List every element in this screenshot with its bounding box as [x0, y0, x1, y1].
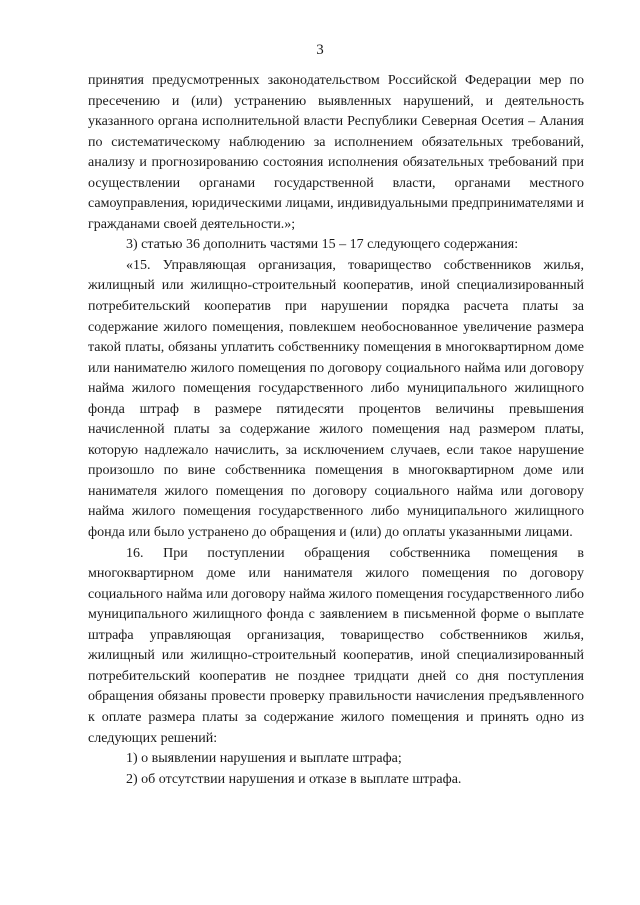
page-number: 3	[316, 42, 324, 58]
list-item-decision-1: 1) о выявлении нарушения и выплате штрафа;	[126, 751, 402, 767]
document-body	[88, 71, 584, 790]
list-item-decision-2: 2) об отсутствии нарушения и отказе в выплате штрафа.	[126, 771, 462, 787]
paragraph-article-36-amendment: 3) статью 36 дополнить частями 15 – 17 следующего содержания:	[126, 237, 519, 253]
paragraph-continuation: принятия предусмотренных законодательством Российской Федерации мер по пресечению и (или) устранению выявленных нарушений, и деятельность указанного органа исполнительной власти Республики Северная Осетия – Алания по систематическому наблюдению за исполнением обязательных требований, анализу и прогнозированию состояния исполнения обязательных требований при осуществлении органами государственной власти, органами местного самоуправления, юридическими лицами, индивидуальными предпринимателями и гражданами своей деятельности.»;	[88, 73, 584, 232]
paragraph-part-15: «15. Управляющая организация, товарищество собственников жилья, жилищный или жилищно-строительный кооператив, иной специализированный потребительский кооператив при нарушении порядка расчета платы за содержание жилого помещения, повлекшем необоснованное увеличение размера такой платы, обязаны уплатить собственнику помещения в многоквартирном доме или нанимателю жилого помещения по договору социального найма или договору найма жилого помещения государственного либо муниципального жилищного фонда штраф в размере пятидесяти процентов величины превышения начисленной платы за содержание жилого помещения над размером платы, которую надлежало начислить, за исключением случаев, если такое нарушение произошло по вине собственника помещения в многоквартирном доме или нанимателя жилого помещения по договору социального найма или договору найма жилого помещения государственного либо муниципального жилищного фонда или было устранено до обращения и (или) до оплаты указанными лицами.	[88, 257, 584, 541]
paragraph-part-16: 16. При поступлении обращения собственника помещения в многоквартирном доме или нанимателя жилого помещения по договору социального найма или договору найма жилого помещения государственного либо муниципального жилищного фонда с заявлением в письменной форме о выплате штрафа управляющая организация, товарищество собственников жилья, жилищный или жилищно-строительный кооператив, иной специализированный потребительский кооператив не позднее тридцати дней со дня поступления обращения обязаны провести проверку правильности начисления предъявленного к оплате размера платы за содержание жилого помещения и принять одно из следующих решений:	[88, 545, 584, 746]
